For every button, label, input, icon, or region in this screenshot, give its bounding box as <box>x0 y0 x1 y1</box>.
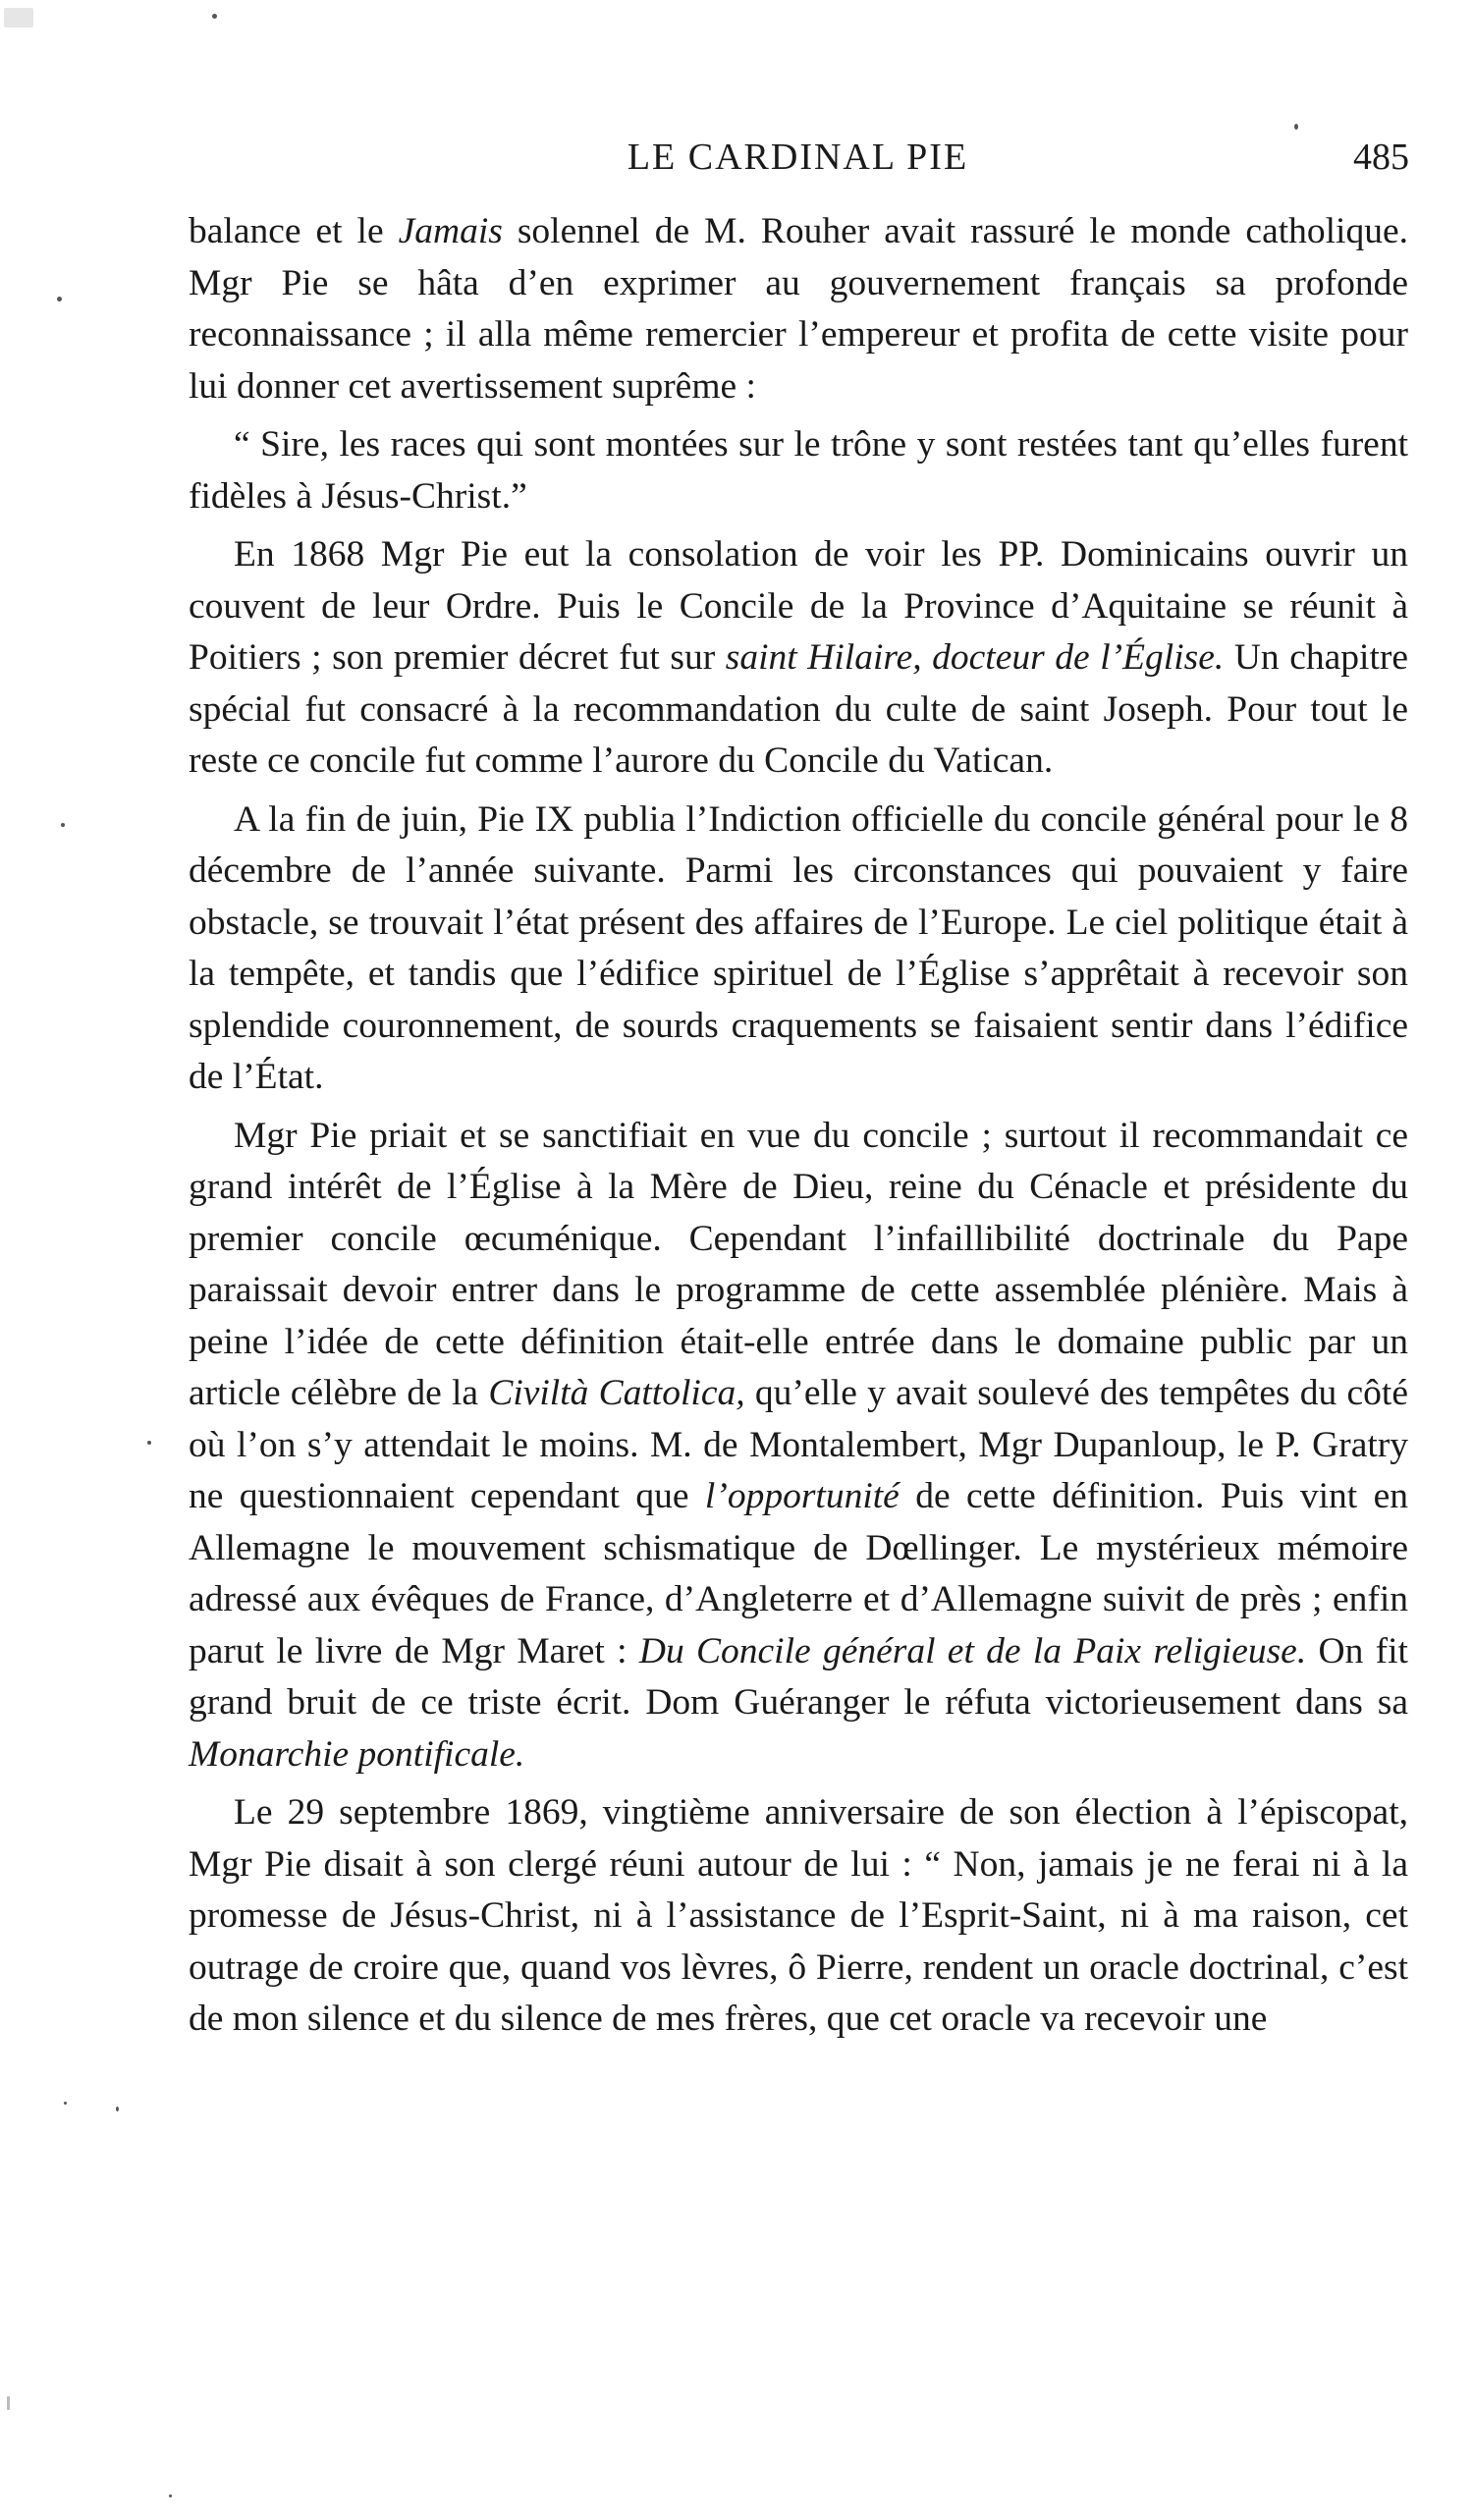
paragraph <box>189 529 1408 788</box>
paragraph <box>189 794 1408 1104</box>
scan-speck <box>7 2396 10 2410</box>
text-run: Un chapitre spécial fut consacré à la recommandation du culte de saint Joseph. Pour tout le reste ce concile fut comme l’aurore du Concile du Vatican. <box>189 637 1408 781</box>
scan-speck <box>169 2494 172 2497</box>
italic-text-run: saint Hilaire, docteur de l’Église. <box>725 637 1225 678</box>
text-run: solennel de M. Rouher avait rassuré le monde catholique. Mgr Pie se hâta d’en exprimer au gouvernement français sa profonde reconnaissance ; il alla même remercier l’empereur et profita de cette visite pour lui donner cet avertissement suprême : <box>189 211 1408 407</box>
page-header <box>187 136 1409 194</box>
page-number: 485 <box>1353 137 1409 178</box>
text-run: En 1868 Mgr Pie eut la consolation de voir les PP. Dominicains ouvrir un couvent de leur Ordre. Puis le Concile de la Province d’Aquitaine se réunit à Poitiers ; son premier décret fut sur <box>189 534 1408 678</box>
scan-speck <box>64 2102 67 2105</box>
scan-speck <box>61 823 65 827</box>
scan-speck <box>4 8 33 27</box>
text-run: qu’elle y avait soulevé des tempêtes du côté où l’on s’y attendait le moins. M. de Montalembert, Mgr Dupanloup, le P. Gratry ne questionnaient cependant que <box>189 1373 1408 1516</box>
italic-text-run: Jamais <box>398 211 503 251</box>
paragraph <box>189 1111 1408 1781</box>
scan-speck <box>147 1441 151 1445</box>
body-text <box>189 206 1408 2046</box>
text-run: balance et le <box>189 211 399 251</box>
italic-text-run: Civiltà Cattolica, <box>488 1373 745 1413</box>
italic-text-run: Monarchie pontificale. <box>189 1733 525 1775</box>
italic-text-run: l’opportunité <box>704 1476 900 1516</box>
paragraph <box>189 206 1408 412</box>
paragraph <box>189 419 1408 522</box>
scan-speck <box>116 2107 119 2111</box>
scan-speck <box>212 14 217 19</box>
text-run: Le 29 septembre 1869, vingtième anniversaire de son élection à l’épiscopat, Mgr Pie disait à son clergé réuni autour de lui : “ Non, jamais je ne ferai ni à la promesse de Jésus-Christ, ni à l’assistance de l’Esprit-Saint, ni à ma raison, cet outrage de croire que, quand vos lèvres, ô Pierre, rendent un oracle doctrinal, c’est de mon silence et du silence de mes frères, que cet oracle va recevoir une <box>189 1792 1408 2039</box>
text-run: de cette définition. Puis vint en Allemagne le mouvement schismatique de Dœllinger. Le mystérieux mémoire adressé aux évêques de France, d’Angleterre et d’Allemagne suivit de près ; enfin parut le livre de Mgr Maret : <box>189 1476 1408 1671</box>
running-title: LE CARDINAL PIE <box>627 137 969 178</box>
text-run: On fit grand bruit de ce triste écrit. Dom Guéranger le réfuta victorieusement dans sa <box>189 1630 1408 1723</box>
text-run: Mgr Pie priait et se sanctifiait en vue du concile ; surtout il recommandait ce grand intérêt de l’Église à la Mère de Dieu, reine du Cénacle et présidente du premier concile œcuménique. Cependant l’infaillibilité doctrinale du Pape paraissait devoir entrer dans le programme de cette assemblée plénière. Mais à peine l’idée de cette définition était-elle entrée dans le domaine public par un article célèbre de la <box>189 1115 1408 1413</box>
scan-speck <box>57 297 62 301</box>
italic-text-run: Du Concile général et de la Paix religieuse. <box>638 1630 1307 1671</box>
text-run: A la fin de juin, Pie IX publia l’Indiction officielle du concile général pour le 8 décembre de l’année suivante. Parmi les circonstances qui pouvaient y faire obstacle, se trouvait l’état présent des affaires de l’Europe. Le ciel politique était à la tempête, et tandis que l’édifice spirituel de l’Église s’apprêtait à recevoir son splendide couronnement, de sourds craquements se faisaient sentir dans l’édifice de l’État. <box>189 798 1408 1097</box>
scan-speck <box>1294 124 1298 130</box>
text-run: “ Sire, les races qui sont montées sur le trône y sont restées tant qu’elles furent fidèles à Jésus-Christ.” <box>189 424 1408 517</box>
paragraph <box>189 1787 1408 2046</box>
